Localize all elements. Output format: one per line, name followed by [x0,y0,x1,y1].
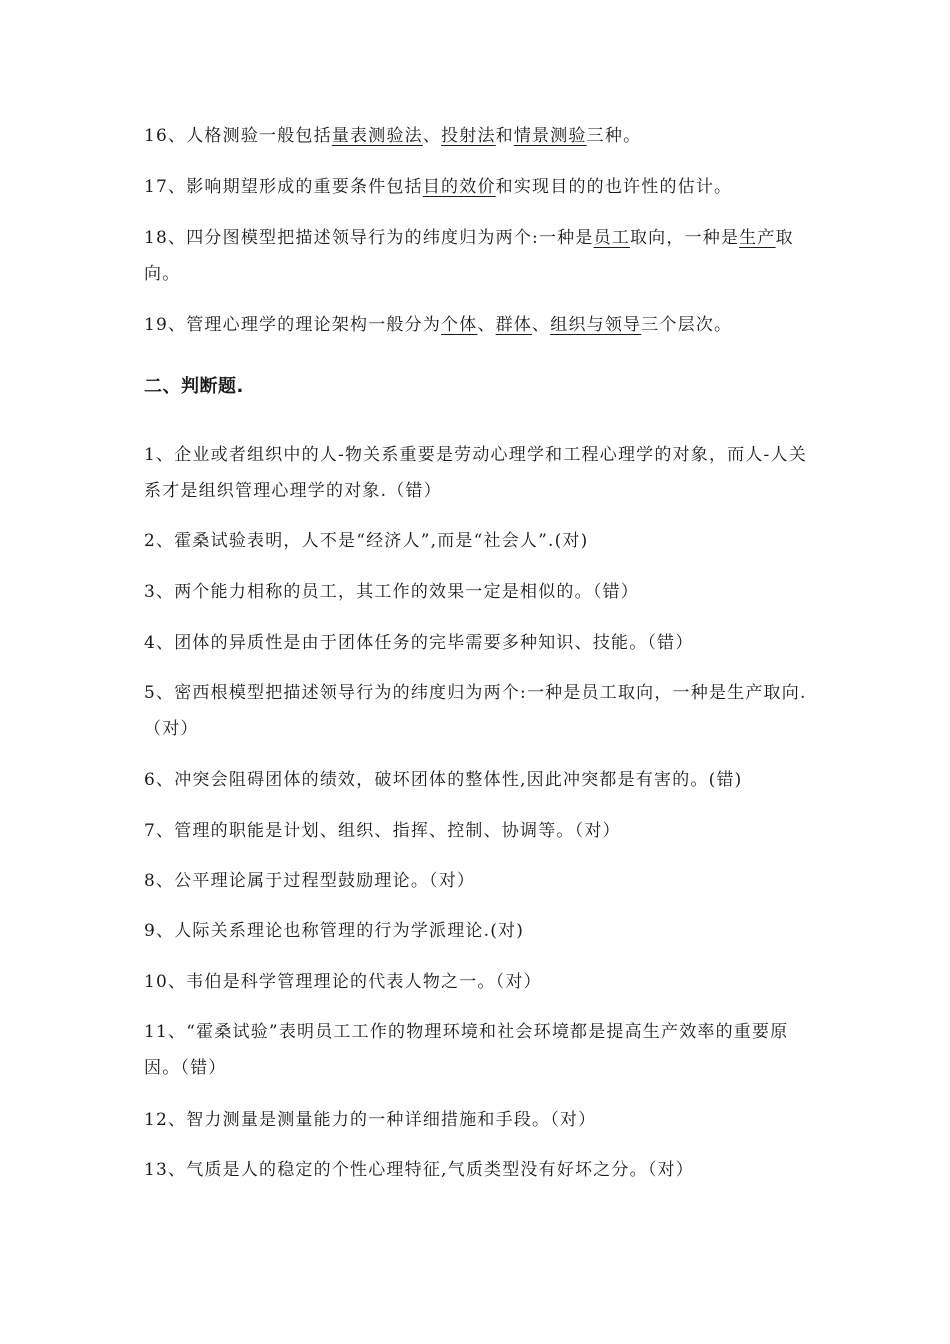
judge-item: 2、霍桑试验表明，人不是“经济人”,而是“社会人”.(对) [144,531,589,551]
fill-item-19 [144,307,812,343]
answer-blank: 个体 [441,315,478,335]
judge-item: 10、韦伯是科学管理理论的代表人物之一。（对） [144,972,542,992]
judge-item: 6、冲突会阻碍团体的绩效，破坏团体的整体性,因此冲突都是有害的。(错) [144,770,743,790]
text: 19、管理心理学的理论架构一般分为 [144,315,442,335]
answer-blank: 量表测验法 [331,126,423,146]
text: 16、人格测验一般包括 [144,126,332,146]
fill-item-17 [144,169,812,205]
judge-item: 7、管理的职能是计划、组织、指挥、控制、协调等。（对） [144,821,621,841]
answer-blank: 情景测验 [513,126,587,146]
text: 、 [477,315,496,335]
judge-item: 13、气质是人的稳定的个性心理特征,气质类型没有好坏之分。（对） [144,1160,694,1180]
judge-item: 1、企业或者组织中的人-物关系重要是劳动心理学和工程心理学的对象，而人-人关系才是组织管理心理学的对象.（错） [144,445,807,501]
section-heading: 二、判断题. [144,376,244,397]
answer-blank: 生产 [739,228,776,248]
judge-item: 4、团体的异质性是由于团体任务的完毕需要多种知识、技能。（错） [144,633,694,653]
judge-item: 9、人际关系理论也称管理的行为学派理论.(对) [144,921,525,941]
judge-item: 8、公平理论属于过程型鼓励理论。（对） [144,871,476,891]
text: 、 [532,315,551,335]
text: 、 [422,126,442,146]
text: 17、影响期望形成的重要条件包括 [144,177,423,197]
judge-item: 11、“霍桑试验”表明员工工作的物理环境和社会环境都是提高生产效率的重要原因。（错） [144,1022,789,1078]
answer-blank: 组织与领导 [550,315,642,335]
answer-blank: 群体 [495,315,533,335]
judge-item: 3、两个能力相称的员工，其工作的效果一定是相似的。（错） [144,582,639,602]
judge-item: 12、智力测量是测量能力的一种详细措施和手段。（对） [144,1110,597,1130]
text: 和实现目的的也许性的估计。 [495,177,733,197]
text: 和 [495,126,514,146]
text: 取向。 [144,228,794,284]
fill-item-18 [144,220,812,292]
text: 三种。 [586,126,642,146]
text: 18、四分图模型把描述领导行为的纬度归为两个:一种是 [144,228,594,248]
judge-item: 5、密西根模型把描述领导行为的纬度归为两个:一种是员工取向，一种是生产取向.（对） [144,683,807,739]
answer-blank: 员工 [593,228,630,248]
answer-blank: 投射法 [441,126,496,146]
answer-blank: 目的效价 [422,177,496,197]
fill-item-16 [144,118,812,154]
text: 三个层次。 [641,315,733,335]
text: 取向，一种是 [629,228,740,248]
